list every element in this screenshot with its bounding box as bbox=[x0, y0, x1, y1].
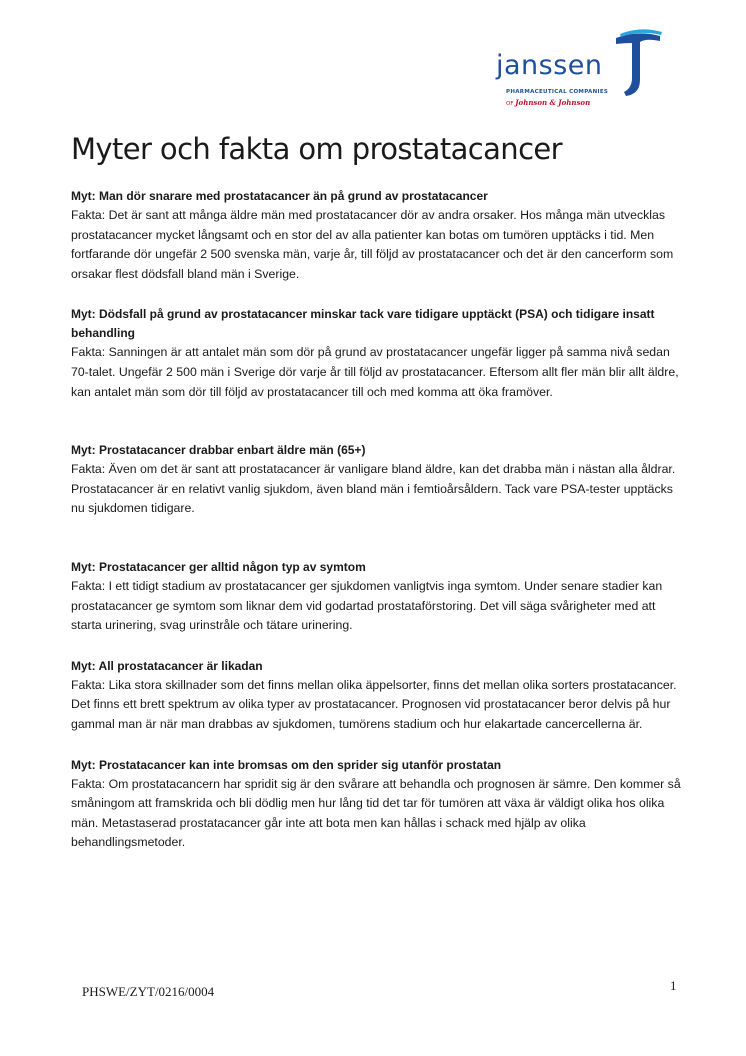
document-code: PHSWE/ZYT/0216/0004 bbox=[82, 984, 215, 999]
myth-heading: Myt: Prostatacancer drabbar enbart äldre män (65+) bbox=[71, 443, 366, 458]
logo-wordmark: janssen bbox=[496, 50, 603, 81]
fact-paragraph: Fakta: Det är sant att många äldre män med prostatacancer dör av andra orsaker. Hos många män utvecklas prostatacancer mycket långsamt och en stor del av alla patienter kan botas om tumören upptäcks i tid. Men fortfarande dör ungefär 2 500 svenska män, varje år, till följd av prostatacancer och det är den cancerform som orsakar flest dödsfall bland män i Sverige. bbox=[71, 208, 674, 281]
myth-heading: Myt: Prostatacancer kan inte bromsas om den sprider sig utanför prostatan bbox=[71, 757, 502, 772]
myth-section bbox=[71, 187, 681, 284]
document-body bbox=[71, 187, 681, 853]
myth-section bbox=[71, 657, 681, 735]
myth-heading: Myt: Dödsfall på grund av prostatacancer minskar tack vare tidigare upptäckt (PSA) och tidigare insatt behandling bbox=[71, 307, 655, 341]
page-number: 1 bbox=[670, 978, 677, 993]
myth-section bbox=[71, 558, 681, 636]
fact-paragraph: Fakta: Även om det är sant att prostatacancer är vanligare bland äldre, kan det drabba män i nästan alla åldrar. Prostatacancer är en relativt vanlig sjukdom, även bland män i femtioårsåldern. Tack vare PSA-tester upptäcks nu sjukdomen tidigare. bbox=[71, 462, 676, 516]
page-title: Myter och fakta om prostatacancer bbox=[71, 132, 562, 166]
myth-heading: Myt: Man dör snarare med prostatacancer än på grund av prostatacancer bbox=[71, 189, 488, 203]
logo-jj-line: OF Johnson & Johnson bbox=[506, 98, 591, 107]
logo-subtitle: PHARMACEUTICAL COMPANIES bbox=[506, 89, 609, 95]
fact-paragraph: Fakta: Sanningen är att antalet män som dör på grund av prostatacancer ungefär ligger på samma nivå sedan 70-talet. Ungefär 2 500 män i Sverige dör varje år till följd av prostatacancer. Eftersom allt fler män blir allt äldre, kan antalet män som dör till följd av prostatacancer till och med komma att öka framöver. bbox=[71, 345, 679, 399]
janssen-swoosh-icon bbox=[612, 28, 664, 98]
myth-heading: Myt: Prostatacancer ger alltid någon typ av symtom bbox=[71, 559, 366, 574]
jj-brand: Johnson & Johnson bbox=[515, 98, 591, 107]
fact-paragraph: Fakta: Lika stora skillnader som det finns mellan olika äppelsorter, finns det mellan olika sorters prostatacancer. Det finns ett brett spektrum av olika typer av prostatacancer. Prognosen vid prostatacancer beror delvis på hur gammal man är när man drabbas av sjukdomen, tumörens stadium och hur elakartade cancercellerna är. bbox=[71, 677, 677, 731]
myth-section bbox=[71, 756, 681, 853]
myth-section bbox=[71, 305, 681, 402]
myth-section bbox=[71, 441, 681, 519]
janssen-logo bbox=[494, 28, 664, 120]
fact-paragraph: Fakta: I ett tidigt stadium av prostatacancer ger sjukdomen vanligtvis inga symtom. Under senare stadier kan prostatacancer ge symtom som liknar dem vid godartad prostataförstoring. Det vill säga svårigheter med att starta urinering, svag urinstråle och tätare urinering. bbox=[71, 578, 663, 633]
fact-paragraph: Fakta: Om prostatacancern har spridit sig är den svårare att behandla och prognosen är sämre. Den kommer så småningom att framskrida och bli dödlig men hur lång tid det tar för tumören att växa är väldigt olika hos olika män. Metastaserad prostatacancer går inte att bota men kan hållas i schack med hjälp av olika behandlingsmetoder. bbox=[71, 776, 681, 850]
myth-heading: Myt: All prostatacancer är likadan bbox=[71, 658, 263, 673]
